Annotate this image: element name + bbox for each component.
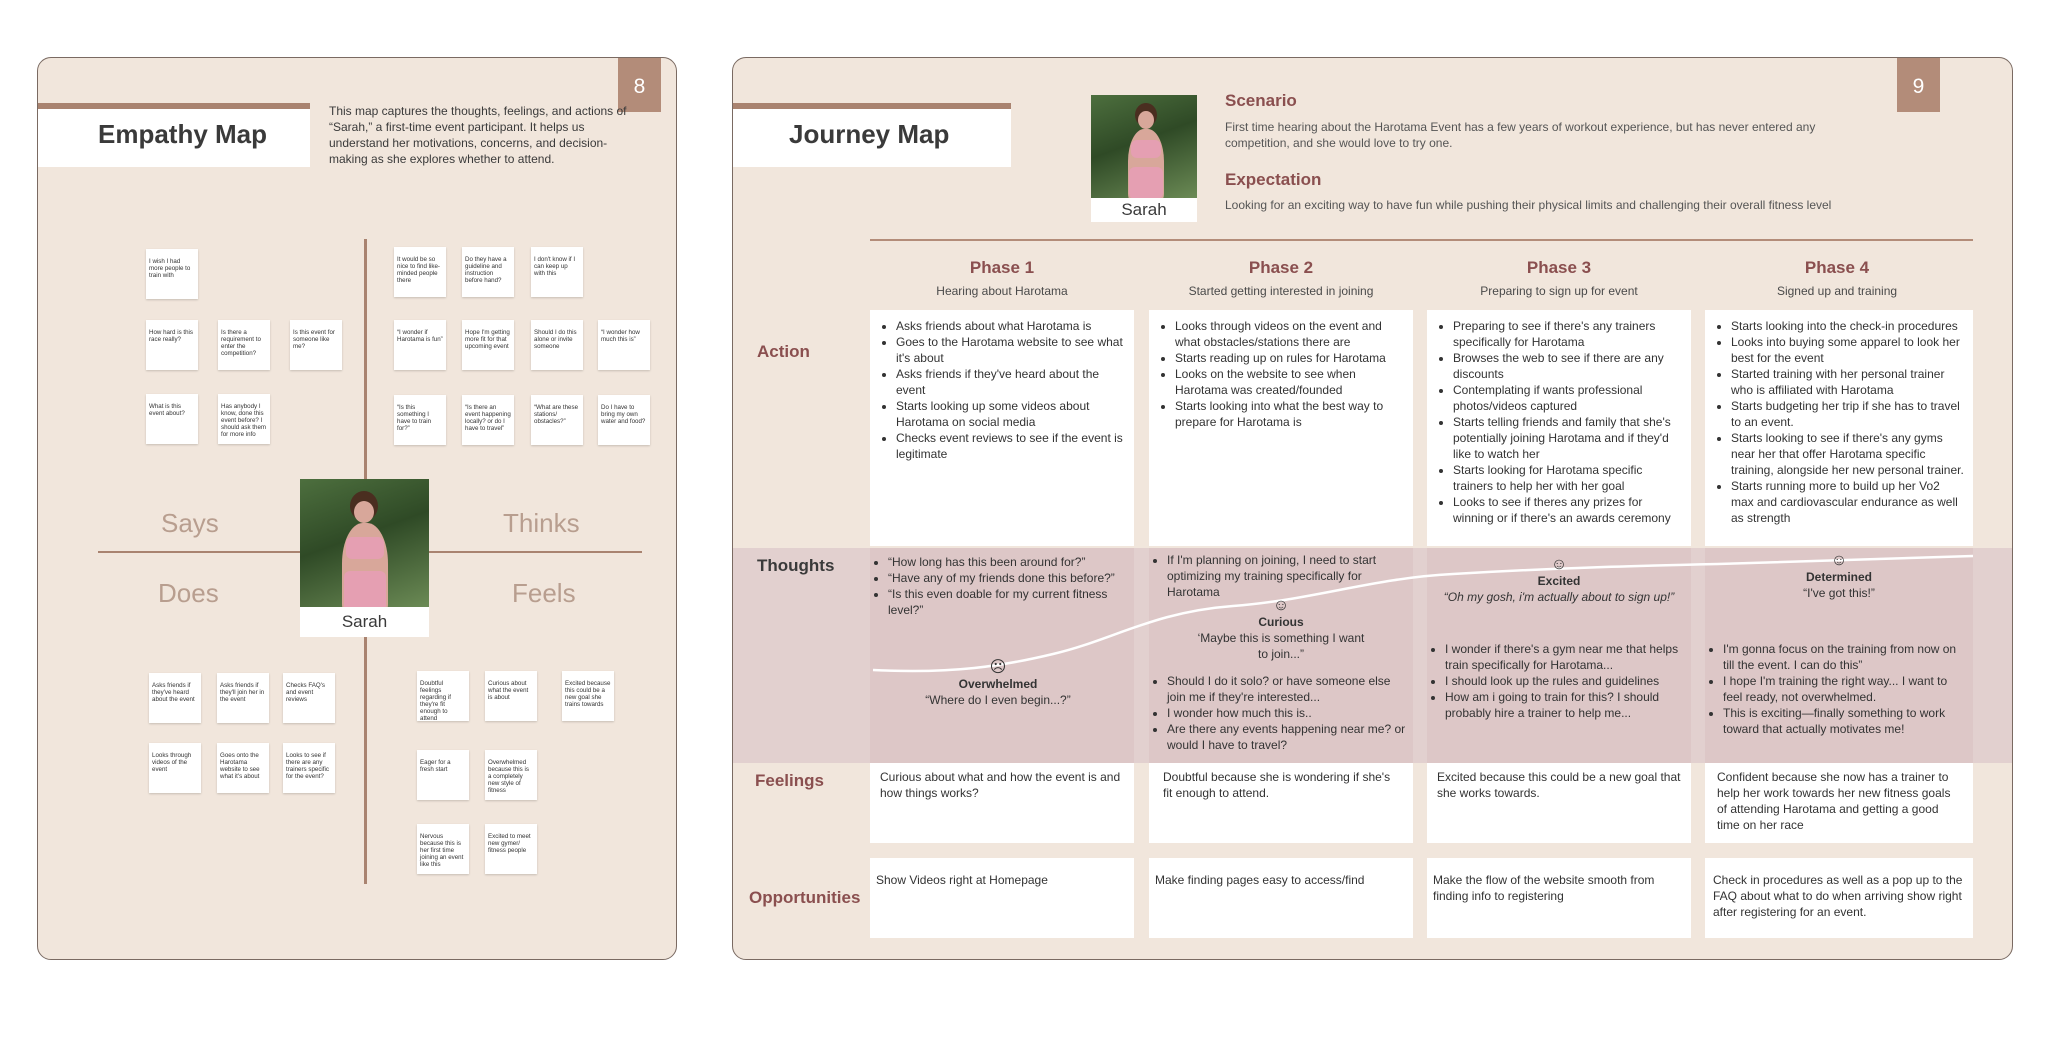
opportunity-card: Make finding pages easy to access/find bbox=[1149, 858, 1413, 938]
action-item: • Started training with her personal trainer who is affiliated with Harotama bbox=[1731, 366, 1965, 398]
emotion-quote: “Where do I even begin...?” bbox=[925, 693, 1071, 707]
action-item: • Asks friends about what Harotama is bbox=[896, 318, 1124, 334]
sticky-note: Checks FAQ's and event reviews bbox=[283, 673, 335, 723]
phase-title: Phase 1 bbox=[969, 258, 1035, 277]
overwhelmed-face-icon: ☹ bbox=[989, 659, 1007, 676]
emotion-marker bbox=[1191, 598, 1371, 662]
thought-item: • “Is this even doable for my current fitness level?” bbox=[888, 586, 1132, 618]
action-item: • Looks on the website to see when Harotama was created/founded bbox=[1175, 366, 1403, 398]
empathy-map-page bbox=[37, 57, 677, 960]
action-item: • Starts looking up some videos about Harotama on social media bbox=[896, 398, 1124, 430]
sticky-note: Hope I'm getting more fit for that upcoming event bbox=[462, 320, 514, 370]
action-item: • Starts looking into the check-in procedures bbox=[1731, 318, 1965, 334]
thought-item: • How am i going to train for this? I should probably hire a trainer to help me... bbox=[1445, 689, 1689, 721]
action-item: • Starts looking into what the best way to prepare for Harotama is bbox=[1175, 398, 1403, 430]
sticky-note: Do they have a guideline and instruction before hand? bbox=[462, 247, 514, 297]
sticky-note: “Is there an event happening locally? or do I have to travel” bbox=[462, 395, 514, 445]
action-item: • Looks to see if theres any prizes for winning or if there's an awards ceremony bbox=[1453, 494, 1681, 526]
persona-photo bbox=[300, 479, 429, 607]
phase-subtitle: Preparing to sign up for event bbox=[1480, 284, 1638, 298]
journey-map-page bbox=[732, 57, 2013, 960]
thoughts-list bbox=[876, 554, 1132, 618]
sticky-note: What is this event about? bbox=[146, 394, 198, 444]
persona-photo bbox=[1091, 95, 1197, 198]
determined-face-icon: ☺ bbox=[1830, 552, 1848, 569]
thoughts-list bbox=[1711, 641, 1969, 737]
action-item: • Checks event reviews to see if the event is legitimate bbox=[896, 430, 1124, 462]
feelings-card: Doubtful because she is wondering if she's fit enough to attend. bbox=[1149, 763, 1413, 843]
sticky-note: Doubtful feelings regarding if they're fit enough to attend bbox=[417, 671, 469, 721]
action-item: • Starts looking for Harotama specific trainers to help her with her goal bbox=[1453, 462, 1681, 494]
quadrant-says: Says bbox=[161, 508, 219, 538]
action-item: • Browses the web to see if there are any discounts bbox=[1453, 350, 1681, 382]
thought-item: • “Have any of my friends done this before?” bbox=[888, 570, 1132, 586]
excited-face-icon: ☺ bbox=[1550, 556, 1568, 573]
action-card bbox=[870, 310, 1134, 546]
action-item: • Starts budgeting her trip if she has to travel to an event. bbox=[1731, 398, 1965, 430]
sticky-note: Excited to meet new gymer/ fitness people bbox=[485, 824, 537, 874]
thought-item: • Should I do it solo? or have someone else join me if they're interested... bbox=[1167, 673, 1411, 705]
page-title: Journey Map bbox=[789, 119, 950, 149]
sticky-note: Asks friends if they'll join her in the event bbox=[217, 673, 269, 723]
emotion-label: Excited bbox=[1537, 574, 1581, 588]
thoughts-list bbox=[1155, 673, 1411, 753]
sticky-note: Asks friends if they've heard about the event bbox=[149, 673, 201, 723]
sticky-note: Eager for a fresh start bbox=[417, 750, 469, 800]
sticky-note: Goes onto the Harotama website to see what it's about bbox=[217, 743, 269, 793]
action-card bbox=[1705, 310, 1973, 546]
action-item: • Goes to the Harotama website to see what it's about bbox=[896, 334, 1124, 366]
page-title-box bbox=[38, 103, 310, 167]
sticky-note: “Is this something I have to train for?” bbox=[394, 395, 446, 445]
action-item: • Preparing to see if there's any trainers specifically for Harotama bbox=[1453, 318, 1681, 350]
action-item: • Looks through videos on the event and what obstacles/stations there are bbox=[1175, 318, 1403, 350]
action-item: • Starts reading up on rules for Harotama bbox=[1175, 350, 1403, 366]
row-label-thoughts: Thoughts bbox=[757, 556, 835, 575]
emotion-label: Overwhelmed bbox=[958, 677, 1038, 691]
page-title: Empathy Map bbox=[98, 119, 268, 149]
sticky-note: Nervous because this is her first time joining an event like this bbox=[417, 824, 469, 874]
thought-item: • Are there any events happening near me? or would I have to travel? bbox=[1167, 721, 1411, 753]
sticky-note: Curious about what the event is about bbox=[485, 671, 537, 721]
sticky-note: Has anybody I know, done this event before? I should ask them for more info bbox=[218, 394, 270, 444]
emotion-quote: ‘Maybe this is something I want to join...” bbox=[1197, 631, 1365, 661]
page-title-box bbox=[733, 103, 1011, 167]
phase-subtitle: Hearing about Harotama bbox=[936, 284, 1068, 298]
thought-item: • I should look up the rules and guidelines bbox=[1445, 673, 1689, 689]
feelings-card: Confident because she now has a trainer to help her work towards her new fitness goals of attending Harotama and getting a good time on her race bbox=[1705, 763, 1973, 843]
row-label-feelings: Feelings bbox=[755, 771, 824, 790]
feelings-card: Excited because this could be a new goal that she works towards. bbox=[1427, 763, 1691, 843]
thoughts-list bbox=[1155, 552, 1411, 600]
action-card bbox=[1427, 310, 1691, 546]
persona-name: Sarah bbox=[1091, 198, 1197, 222]
emotion-label: Curious bbox=[1258, 615, 1304, 629]
expectation-heading: Expectation bbox=[1225, 170, 1322, 189]
thoughts-list bbox=[1433, 641, 1689, 721]
phase-title: Phase 2 bbox=[1248, 258, 1314, 277]
intro-text: This map captures the thoughts, feelings, and actions of “Sarah,” a first-time event participant. It helps us understand her motivations, concerns, and decision-making as she explores whether to attend. bbox=[329, 104, 627, 166]
sticky-note: “I wonder if Harotama is fun” bbox=[394, 320, 446, 370]
row-label-opportunities: Opportunities bbox=[749, 888, 861, 907]
thought-item: • I hope I'm training the right way... I want to feel ready, not overwhelmed. bbox=[1723, 673, 1969, 705]
feelings-card: Curious about what and how the event is and how things works? bbox=[870, 763, 1134, 843]
quadrant-thinks: Thinks bbox=[503, 508, 580, 538]
sticky-note: Looks to see if there are any trainers specific for the event? bbox=[283, 743, 335, 793]
scenario-heading: Scenario bbox=[1225, 91, 1297, 110]
action-item: • Asks friends if they've heard about the event bbox=[896, 366, 1124, 398]
action-item: • Starts running more to build up her Vo2 max and cardiovascular endurance as well as strength bbox=[1731, 478, 1965, 526]
action-card bbox=[1149, 310, 1413, 546]
emotion-quote: “Oh my gosh, i'm actually about to sign up!” bbox=[1443, 590, 1675, 604]
quadrant-feels: Feels bbox=[512, 578, 576, 608]
action-item: • Contemplating if wants professional photos/videos captured bbox=[1453, 382, 1681, 414]
thought-item: • This is exciting—finally something to work toward that actually motivates me! bbox=[1723, 705, 1969, 737]
sticky-note: I don't know if I can keep up with this bbox=[531, 247, 583, 297]
sticky-note: Should I do this alone or invite someone bbox=[531, 320, 583, 370]
sticky-note: Overwhelmed because this is a completely new style of fitness bbox=[485, 750, 537, 800]
emotion-marker bbox=[1705, 553, 1973, 601]
row-label-action: Action bbox=[757, 342, 810, 361]
sticky-note: I wish I had more people to train with bbox=[146, 249, 198, 299]
emotion-marker bbox=[918, 660, 1078, 708]
opportunity-card: Make the flow of the website smooth from finding info to registering bbox=[1427, 858, 1691, 938]
scenario-text: First time hearing about the Harotama Event has a few years of workout experience, but has never entered any competition, and she would love to try one. bbox=[1225, 120, 1816, 150]
action-item: • Starts looking to see if there's any gyms near her that offer Harotama specific training, alongside her new personal trainer. bbox=[1731, 430, 1965, 478]
persona-name: Sarah bbox=[300, 607, 429, 637]
action-item: • Looks into buying some apparel to look her best for the event bbox=[1731, 334, 1965, 366]
opportunity-card: Show Videos right at Homepage bbox=[870, 858, 1134, 938]
phase-title: Phase 4 bbox=[1804, 258, 1870, 277]
page-number: 9 bbox=[1897, 58, 1940, 112]
emotion-quote: “I've got this!” bbox=[1803, 586, 1875, 600]
emotion-marker bbox=[1427, 557, 1691, 605]
thought-item: • If I'm planning on joining, I need to start optimizing my training specifically for Harotama bbox=[1167, 552, 1411, 600]
sticky-note: Looks through videos of the event bbox=[149, 743, 201, 793]
sticky-note: “What are these stations/ obstacles?” bbox=[531, 395, 583, 445]
expectation-text: Looking for an exciting way to have fun while pushing their physical limits and challenging their overall fitness level bbox=[1225, 198, 1832, 212]
opportunity-card: Check in procedures as well as a pop up to the FAQ about what to do when arriving show right after registering for an event. bbox=[1705, 858, 1973, 938]
sticky-note: Do I have to bring my own water and food? bbox=[598, 395, 650, 445]
sticky-note: It would be so nice to find like-minded people there bbox=[394, 247, 446, 297]
quadrant-does: Does bbox=[158, 578, 219, 608]
divider bbox=[870, 239, 1973, 241]
thought-item: • “How long has this been around for?” bbox=[888, 554, 1132, 570]
phase-title: Phase 3 bbox=[1526, 258, 1592, 277]
sticky-note: Is there a requirement to enter the competition? bbox=[218, 320, 270, 370]
thought-item: • I'm gonna focus on the training from now on till the event. I can do this” bbox=[1723, 641, 1969, 673]
phase-subtitle: Signed up and training bbox=[1776, 284, 1898, 298]
phase-subtitle: Started getting interested in joining bbox=[1188, 284, 1374, 298]
page-number: 8 bbox=[618, 58, 661, 112]
sticky-note: Is this event for someone like me? bbox=[290, 320, 342, 370]
thought-item: • I wonder how much this is.. bbox=[1167, 705, 1411, 721]
curious-face-icon: ☺ bbox=[1272, 597, 1290, 614]
thought-item: • I wonder if there's a gym near me that helps train specifically for Harotama... bbox=[1445, 641, 1689, 673]
sticky-note: How hard is this race really? bbox=[146, 320, 198, 370]
sticky-note: “I wonder how much this is” bbox=[598, 320, 650, 370]
sticky-note: Excited because this could be a new goal she trains towards bbox=[562, 671, 614, 721]
emotion-label: Determined bbox=[1805, 570, 1873, 584]
action-item: • Starts telling friends and family that she's potentially joining Harotama and if they'd like to watch her bbox=[1453, 414, 1681, 462]
